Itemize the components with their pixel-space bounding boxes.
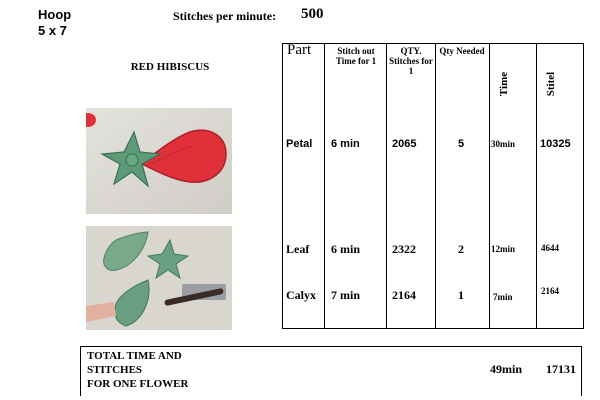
totals-stitches: 17131 (546, 362, 576, 376)
leaf-illustration (86, 226, 232, 330)
hoop-label-line1: Hoop (38, 7, 72, 22)
product-title: RED HIBISCUS (130, 61, 210, 73)
column-divider (489, 44, 490, 328)
totals-label (87, 349, 188, 391)
totals-label-line3: FOR ONE FLOWER (87, 378, 189, 390)
row-petal-qty-needed: 5 (458, 138, 465, 150)
header-stitch-out-time: Stitch out Time for 1 (335, 46, 377, 66)
header-part: Part (287, 42, 312, 58)
column-divider (536, 44, 537, 328)
row-calyx-total-time: 7min (493, 292, 513, 302)
row-leaf-time-for-one: 6 min (331, 242, 361, 256)
row-leaf-stitches-for-one: 2322 (392, 242, 416, 256)
row-leaf-total-stitches: 4644 (541, 243, 559, 253)
row-petal-total-stitches: 10325 (540, 138, 571, 150)
totals-time: 49min (490, 362, 523, 376)
row-calyx-stitches-for-one: 2164 (392, 288, 416, 302)
row-leaf-total-time: 12min (491, 244, 516, 254)
hoop-size-label (38, 7, 71, 39)
row-petal-time-for-one: 6 min (331, 138, 360, 150)
row-calyx-qty-needed: 1 (458, 288, 464, 302)
column-divider (435, 44, 436, 328)
totals-label-line2: STITCHES (87, 364, 143, 376)
column-divider (324, 44, 325, 328)
totals-label-line1: TOTAL TIME AND (87, 350, 182, 362)
petal-photo (86, 108, 232, 214)
leaf-calyx-photo (86, 226, 232, 330)
column-divider (386, 44, 387, 328)
hoop-label-line2: 5 x 7 (38, 23, 67, 38)
petal-illustration (86, 108, 232, 214)
row-calyx-total-stitches: 2164 (541, 286, 559, 296)
row-leaf-qty-needed: 2 (458, 242, 464, 256)
stitch-table (282, 43, 584, 329)
header-qty-needed: Qty Needed (439, 46, 485, 56)
stitches-per-minute-label: Stitches per minute: (173, 9, 277, 23)
row-petal-part: Petal (286, 138, 313, 150)
header-stitel: Stitel (545, 71, 557, 97)
row-calyx-time-for-one: 7 min (331, 288, 361, 302)
header-time: Time (498, 71, 510, 97)
row-petal-stitches-for-one: 2065 (392, 138, 417, 150)
header-qty-stitches: QTY. Stitches for 1 (389, 46, 433, 76)
row-petal-total-time: 30min (491, 139, 516, 149)
row-leaf-part: Leaf (286, 242, 310, 256)
stitches-per-minute-value: 500 (301, 6, 324, 22)
row-calyx-part: Calyx (286, 288, 316, 302)
